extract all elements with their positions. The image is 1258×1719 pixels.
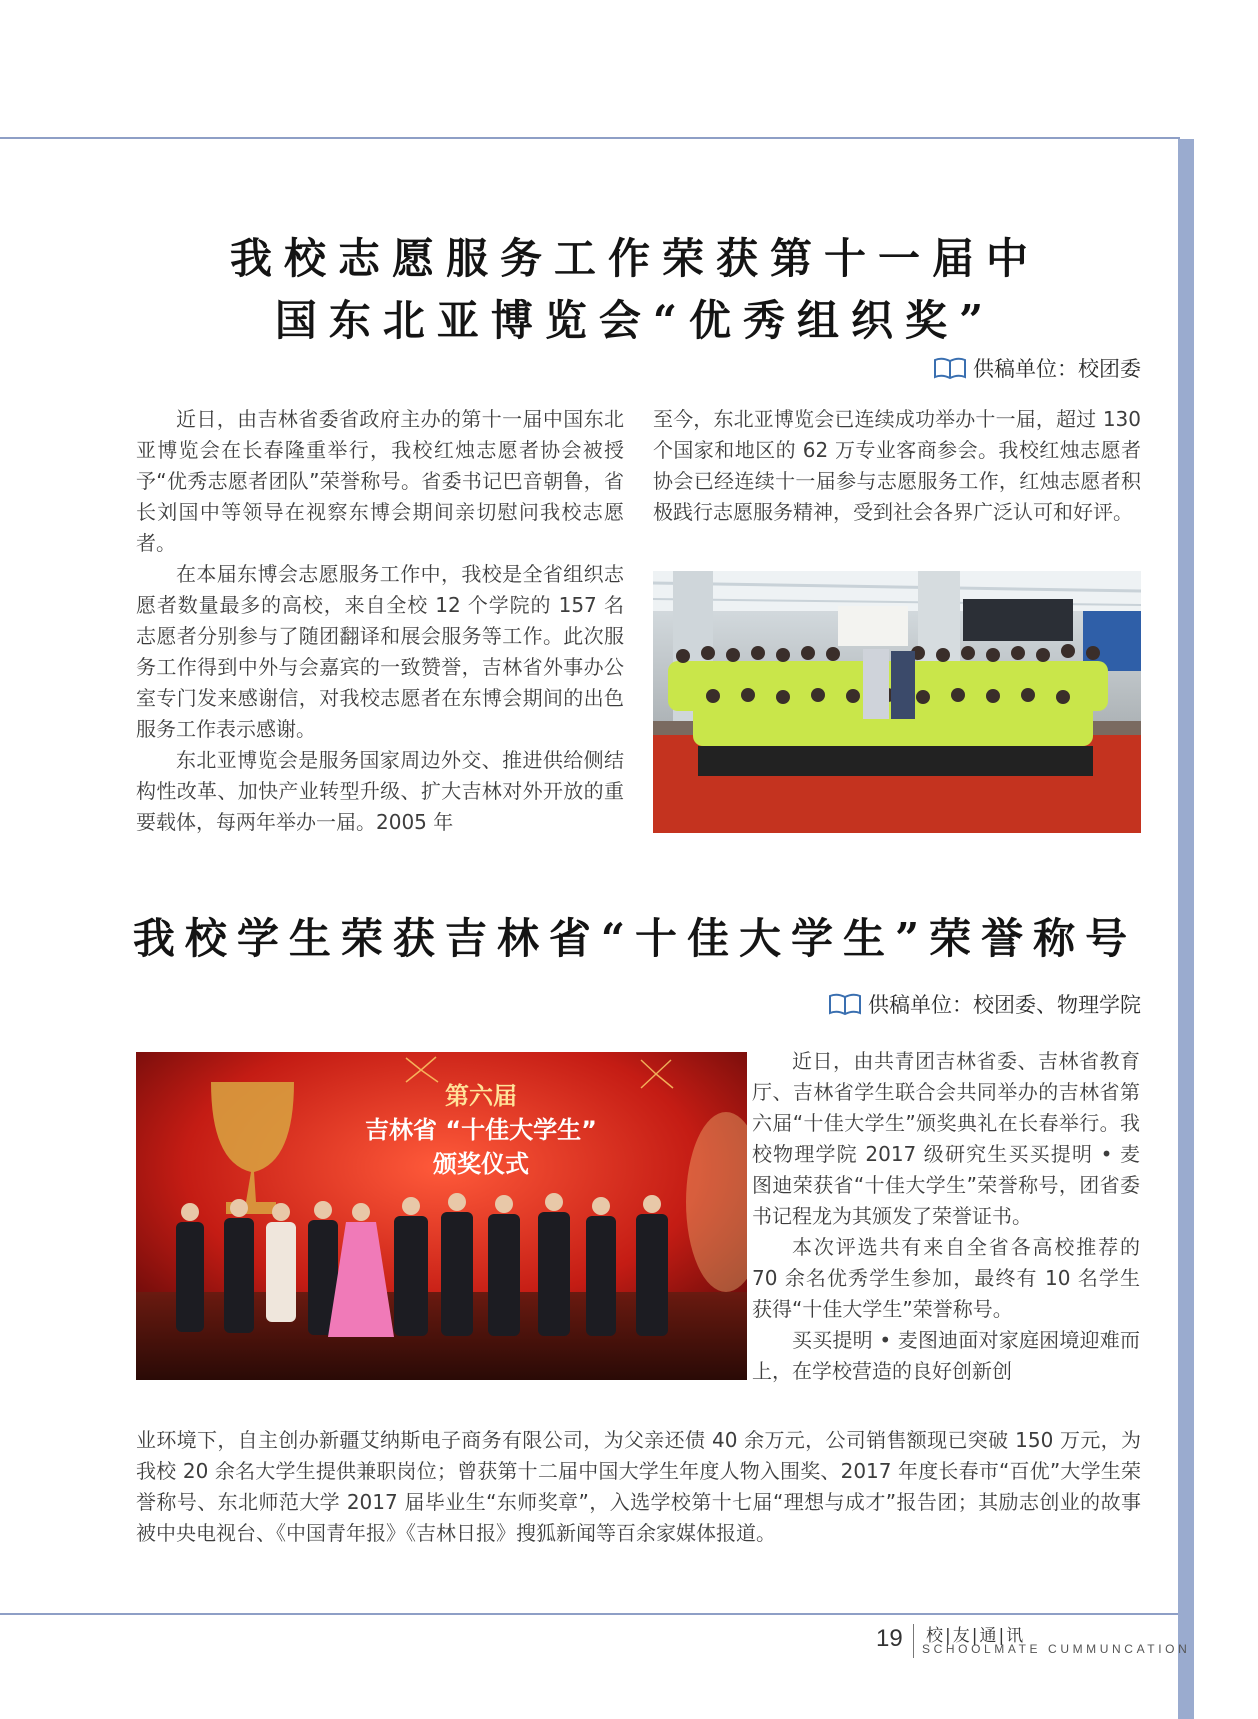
book-icon xyxy=(828,992,862,1016)
top-divider xyxy=(0,137,1180,139)
paragraph: 业环境下，自主创办新疆艾纳斯电子商务有限公司，为父亲还债 40 余万元，公司销售额现已突破 150 万元，为我校 20 余名大学生提供兼职岗位；曾获第十二届中国大学生年度人物入围奖、2017 年度长春市“百优”大学生荣誉称号、东北师范大学 2017 届毕业生“东师奖章”，入选学校第十七届“理想与成才”报告团；其励志创业的故事被中央电视台、《中国青年报》《吉林日报》搜狐新闻等百余家媒体报道。 xyxy=(136,1428,1141,1545)
article2-right-column xyxy=(752,1046,1140,1387)
book-icon xyxy=(933,356,967,380)
magazine-title: 校|友|通|讯 xyxy=(926,1626,1026,1646)
article1-source xyxy=(933,354,1141,382)
article1-left-column xyxy=(136,404,624,838)
article1-right-column xyxy=(653,404,1141,528)
bottom-divider xyxy=(0,1613,1178,1615)
banner-line1: 第六届 xyxy=(445,1082,517,1110)
article1-title xyxy=(120,228,1150,352)
banner-line2: 吉林省 “十佳大学生” xyxy=(365,1116,597,1144)
magazine-subtitle: SCHOOLMATE CUMMUNCATION xyxy=(922,1642,1191,1656)
award-ceremony-photo xyxy=(136,1052,747,1380)
paragraph: 至今，东北亚博览会已连续成功举办十一届，超过 130 个国家和地区的 62 万专业客商参会。我校红烛志愿者协会已经连续十一届参与志愿服务工作，红烛志愿者积极践行志愿服务精神，受到社会各界广泛认可和好评。 xyxy=(653,407,1141,524)
banner-line3: 颁奖仪式 xyxy=(433,1150,529,1178)
article1-title-line1: 我校志愿服务工作荣获第十一届中 xyxy=(229,234,1040,283)
article1-title-line2: 国东北亚博览会“优秀组织奖” xyxy=(274,296,996,345)
article2-bottom-text xyxy=(136,1425,1141,1549)
paragraph: 在本届东博会志愿服务工作中，我校是全省组织志愿者数量最多的高校，来自全校 12 个学院的 157 名志愿者分别参与了随团翻译和展会服务等工作。此次服务工作得到中外与会嘉宾的一致赞誉，吉林省外事办公室专门发来感谢信，对我校志愿者在东博会期间的出色服务工作表示感谢。 xyxy=(136,562,624,741)
paragraph: 近日，由吉林省委省政府主办的第十一届中国东北亚博览会在长春隆重举行，我校红烛志愿者协会被授予“优秀志愿者团队”荣誉称号。省委书记巴音朝鲁，省长刘国中等领导在视察东博会期间亲切慰问我校志愿者。 xyxy=(136,407,624,555)
article2-source-text: 供稿单位：校团委、物理学院 xyxy=(868,993,1141,1017)
paragraph: 东北亚博览会是服务国家周边外交、推进供给侧结构性改革、加快产业转型升级、扩大吉林对外开放的重要载体，每两年举办一届。2005 年 xyxy=(136,748,624,834)
footer-separator xyxy=(913,1624,914,1658)
page-number: 19 xyxy=(876,1625,903,1652)
paragraph: 近日，由共青团吉林省委、吉林省教育厅、吉林省学生联合会共同举办的吉林省第六届“十佳大学生”颁奖典礼在长春举行。我校物理学院 2017 级研究生买买提明 • 麦图迪荣获省“十佳大学生”荣誉称号，团省委书记程龙为其颁发了荣誉证书。 xyxy=(752,1049,1140,1228)
paragraph: 本次评选共有来自全省各高校推荐的 70 余名优秀学生参加，最终有 10 名学生获得“十佳大学生”荣誉称号。 xyxy=(752,1235,1140,1321)
article1-source-text: 供稿单位：校团委 xyxy=(973,357,1141,381)
article2-title: 我校学生荣获吉林省“十佳大学生”荣誉称号 xyxy=(132,914,1138,963)
paragraph: 买买提明 • 麦图迪面对家庭困境迎难而上，在学校营造的良好创新创 xyxy=(752,1328,1140,1383)
volunteer-group-photo xyxy=(653,571,1141,833)
article2-source xyxy=(828,990,1141,1018)
side-color-bar xyxy=(1178,139,1194,1719)
